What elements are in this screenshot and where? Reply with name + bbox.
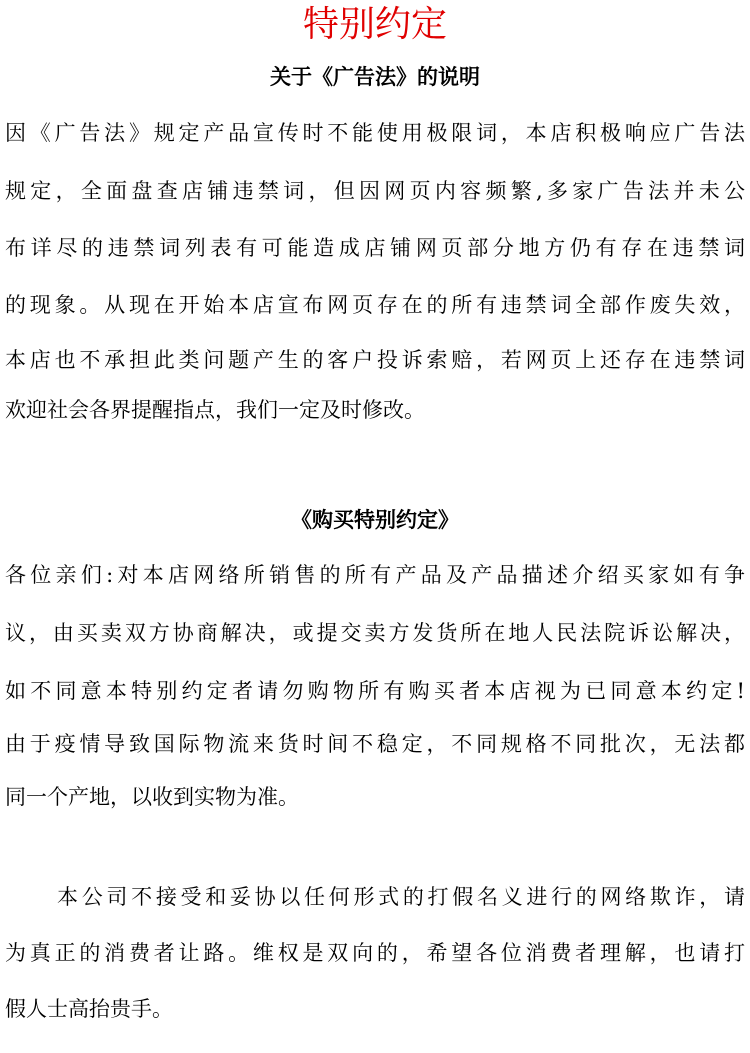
anti-fraud-line: 本公司不接受和妥协以任何形式的打假名义进行的网络欺诈，请 [57,885,745,909]
purchase-agreement-line: 同一个产地，以收到实物为准。 [5,785,299,809]
purchase-agreement-line: 由于疫情导致国际物流来货时间不稳定，不同规格不同批次，无法都 [5,732,745,756]
advertising-law-line: 因《广告法》规定产品宣传时不能使用极限词，本店积极响应广告法 [5,121,745,145]
advertising-law-line: 本店也不承担此类问题产生的客户投诉索赔，若网页上还存在违禁词 [5,348,745,372]
page-title: 特别约定 [302,4,447,45]
purchase-agreement-line: 如不同意本特别约定者请勿购物所有购买者本店视为已同意本约定! [5,679,745,703]
anti-fraud-line: 为真正的消费者让路。维权是双向的，希望各位消费者理解，也请打 [5,941,745,965]
purchase-agreement-line: 议，由买卖双方协商解决，或提交卖方发货所在地人民法院诉讼解决， [5,621,745,645]
advertising-law-heading: 关于《广告法》的说明 [270,65,480,89]
advertising-law-line: 的现象。从现在开始本店宣布网页存在的所有违禁词全部作废失效， [5,293,745,317]
advertising-law-line: 布详尽的违禁词列表有可能造成店铺网页部分地方仍有存在违禁词 [5,236,745,260]
purchase-agreement-heading: 《购买特别约定》 [291,508,459,532]
purchase-agreement-line: 各位亲们:对本店网络所销售的所有产品及产品描述介绍买家如有争 [5,563,745,587]
advertising-law-line: 规定，全面盘查店铺违禁词，但因网页内容频繁,多家广告法并未公 [5,179,745,203]
anti-fraud-line: 假人士高抬贵手。 [5,997,173,1021]
advertising-law-line: 欢迎社会各界提醒指点，我们一定及时修改。 [5,398,425,422]
